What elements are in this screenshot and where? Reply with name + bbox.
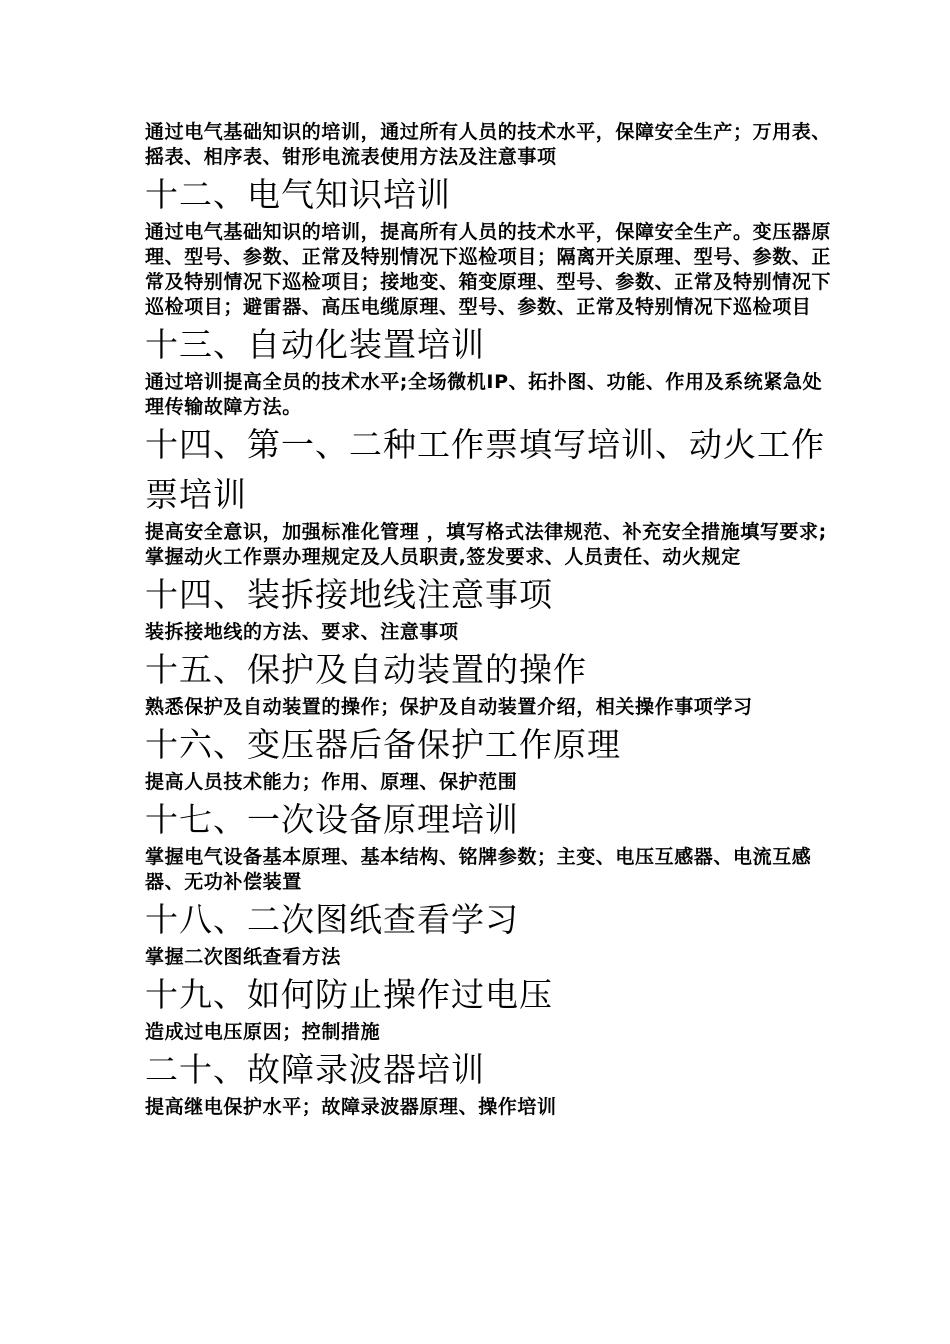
section-heading-18: 十八、二次图纸查看学习 [145,900,519,939]
section-body-14a: 提高安全意识，加强标准化管理 ，填写格式法律规范、补充安全措施填写要求;掌握动火工作票办理规定及人员职责,签发要求、人员责任、动火规定 [145,521,827,568]
section-body-13: 通过培训提高全员的技术水平;全场微机IP、拓扑图、功能、作用及系统紧急处理传输故障方法。 [145,371,823,418]
section-body-19: 造成过电压原因；控制措施 [145,1021,381,1043]
section-body-14b: 装拆接地线的方法、要求、注意事项 [145,621,459,643]
section-body-18: 掌握二次图纸查看方法 [145,946,342,968]
section-body-20: 提高继电保护水平；故障录波器原理、操作培训 [145,1096,557,1118]
section-heading-14a: 十四、第一、二种工作票填写培训、动火工作票培训 [145,425,825,514]
intro-paragraph: 通过电气基础知识的培训，通过所有人员的技术水平，保障安全生产；万用表、摇表、相序表、钳形电流表使用方法及注意事项 [145,121,832,168]
section-heading-17: 十七、一次设备原理培训 [145,800,519,839]
section-heading-15: 十五、保护及自动装置的操作 [145,650,587,689]
section-heading-16: 十六、变压器后备保护工作原理 [145,725,621,764]
section-heading-20: 二十、故障录波器培训 [145,1050,485,1089]
section-heading-14b: 十四、装拆接地线注意事项 [145,575,553,614]
document-page [145,120,835,1120]
section-heading-13: 十三、自动化装置培训 [145,325,485,364]
section-body-12: 通过电气基础知识的培训，提高所有人员的技术水平，保障安全生产。变压器原理、型号、参数、正常及特别情况下巡检项目；隔离开关原理、型号、参数、正常及特别情况下巡检项目；接地变、箱变原理、型号、参数、正常及特别情况下巡检项目；避雷器、高压电缆原理、型号、参数、正常及特别情况下巡检项目 [145,221,832,318]
section-body-15: 熟悉保护及自动装置的操作；保护及自动装置介绍，相关操作事项学习 [145,696,753,718]
section-body-16: 提高人员技术能力；作用、原理、保护范围 [145,771,518,793]
section-body-17: 掌握电气设备基本原理、基本结构、铭牌参数；主变、电压互感器、电流互感器、无功补偿装置 [145,846,812,893]
section-heading-19: 十九、如何防止操作过电压 [145,975,553,1014]
section-heading-12: 十二、电气知识培训 [145,175,451,214]
